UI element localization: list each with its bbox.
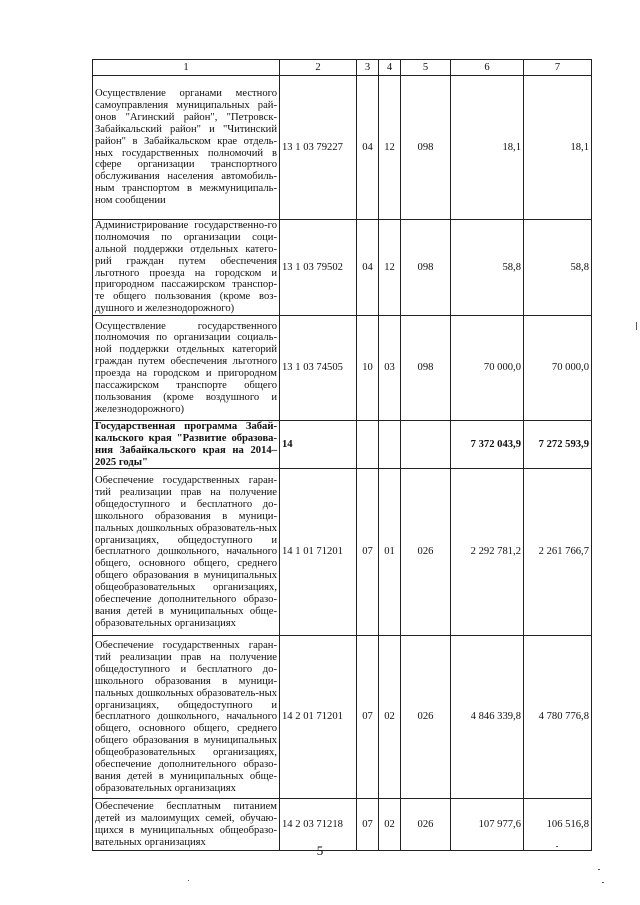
- row-section: 04: [357, 220, 379, 316]
- scan-speck: [598, 869, 600, 870]
- row-section: 10: [357, 316, 379, 421]
- row-section: [357, 421, 379, 469]
- row-subsection: 02: [379, 636, 401, 799]
- table-row: [93, 316, 592, 421]
- row-section: 07: [357, 469, 379, 636]
- column-header: 1: [93, 60, 280, 76]
- row-subsection: 01: [379, 469, 401, 636]
- row-amount-col7: 70 000,0: [524, 316, 592, 421]
- row-expense-type: 098: [401, 76, 451, 220]
- column-header: 5: [401, 60, 451, 76]
- row-amount-col7: 2 261 766,7: [524, 469, 592, 636]
- row-expense-type: 098: [401, 220, 451, 316]
- row-expense-type: 026: [401, 469, 451, 636]
- row-expense-type: 026: [401, 636, 451, 799]
- row-description: Обеспечение бесплатным питанием детей из малоимущих семей, обучаю-щихся в муниципальных общеобразо-вательных организациях: [93, 799, 280, 851]
- row-expense-type: [401, 421, 451, 469]
- row-target-code: 13 1 03 79502: [280, 220, 357, 316]
- row-amount-col6: 107 977,6: [451, 799, 524, 851]
- row-expense-type: 098: [401, 316, 451, 421]
- row-target-code: 14 2 01 71201: [280, 636, 357, 799]
- row-description: Администрирование государственно-го полномочия по организации соци-альной поддержки отдельных катего-рий граждан путем обеспечения льготного проезда на городском и пригородном пассажирском транспор-те общего пользования (кроме воз-душного и железнодорожного): [93, 220, 280, 316]
- row-amount-col6: 7 372 043,9: [451, 421, 524, 469]
- table-row: [93, 220, 592, 316]
- column-header: 6: [451, 60, 524, 76]
- column-header: 3: [357, 60, 379, 76]
- row-section: 07: [357, 799, 379, 851]
- table-row: [93, 76, 592, 220]
- row-description: Государственная программа Забай-кальского края "Развитие образова-ния Забайкальского края на 2014–2025 годы": [93, 421, 280, 469]
- row-subsection: [379, 421, 401, 469]
- table-row-program: [93, 421, 592, 469]
- row-subsection: 02: [379, 799, 401, 851]
- row-subsection: 03: [379, 316, 401, 421]
- scan-speck: [188, 880, 189, 881]
- row-target-code: 13 1 03 74505: [280, 316, 357, 421]
- row-subsection: 12: [379, 76, 401, 220]
- row-target-code: 14 1 01 71201: [280, 469, 357, 636]
- row-amount-col7: 7 272 593,9: [524, 421, 592, 469]
- row-amount-col7: 106 516,8: [524, 799, 592, 851]
- row-amount-col6: 58,8: [451, 220, 524, 316]
- row-amount-col7: 4 780 776,8: [524, 636, 592, 799]
- row-amount-col6: 2 292 781,2: [451, 469, 524, 636]
- row-amount-col6: 18,1: [451, 76, 524, 220]
- header-row: [93, 60, 592, 76]
- table-row: [93, 469, 592, 636]
- row-description: Обеспечение государственных гаран-тий реализации прав на получение общедоступного и бесплатного до-школьного образования в муници-пальных дошкольных образователь-ных организациях, общедоступного и бесплатного дошкольного, начального общего, основного общего, среднего общего образования в муниципальных общеобразовательных организациях, обеспечение дополнительного образо-вания детей в муниципальных обще-образовательных организациях: [93, 469, 280, 636]
- budget-table: [92, 59, 592, 851]
- column-header: 7: [524, 60, 592, 76]
- row-section: 04: [357, 76, 379, 220]
- row-target-code: 14: [280, 421, 357, 469]
- table-row: [93, 636, 592, 799]
- row-section: 07: [357, 636, 379, 799]
- scan-speck: [602, 882, 604, 883]
- column-header: 4: [379, 60, 401, 76]
- scan-speck: [636, 322, 637, 330]
- page-number: 5: [316, 843, 324, 858]
- row-description: Осуществление органами местного самоуправления муниципальных рай-онов "Агинский район", "Петровск-Забайкальский район" и "Читинский район" в Забайкальском крае отдель-ных государственных полномочий в сфере организации транспортного обслуживания населения автомобиль-ным транспортом в межмуниципаль-ном сообщении: [93, 76, 280, 220]
- row-subsection: 12: [379, 220, 401, 316]
- column-header: 2: [280, 60, 357, 76]
- scan-speck: [556, 846, 558, 847]
- row-description: Осуществление государственного полномочия по организации социаль-ной поддержки отдельных категорий граждан путем обеспечения льготного проезда на городском и пригородном пассажирском транспорте общего пользования (кроме воздушного и железнодорожного): [93, 316, 280, 421]
- row-description: Обеспечение государственных гаран-тий реализации прав на получение общедоступного и бесплатного до-школьного образования в муници-пальных дошкольных образователь-ных организациях, общедоступного и бесплатного дошкольного, начального общего, основного общего, среднего общего образования в муниципальных общеобразовательных организациях, обеспечение дополнительного образо-вания детей в муниципальных обще-образовательных организациях: [93, 636, 280, 799]
- row-expense-type: 026: [401, 799, 451, 851]
- row-amount-col7: 18,1: [524, 76, 592, 220]
- row-amount-col7: 58,8: [524, 220, 592, 316]
- row-target-code: 14 2 03 71218: [280, 799, 357, 851]
- row-amount-col6: 4 846 339,8: [451, 636, 524, 799]
- row-amount-col6: 70 000,0: [451, 316, 524, 421]
- row-target-code: 13 1 03 79227: [280, 76, 357, 220]
